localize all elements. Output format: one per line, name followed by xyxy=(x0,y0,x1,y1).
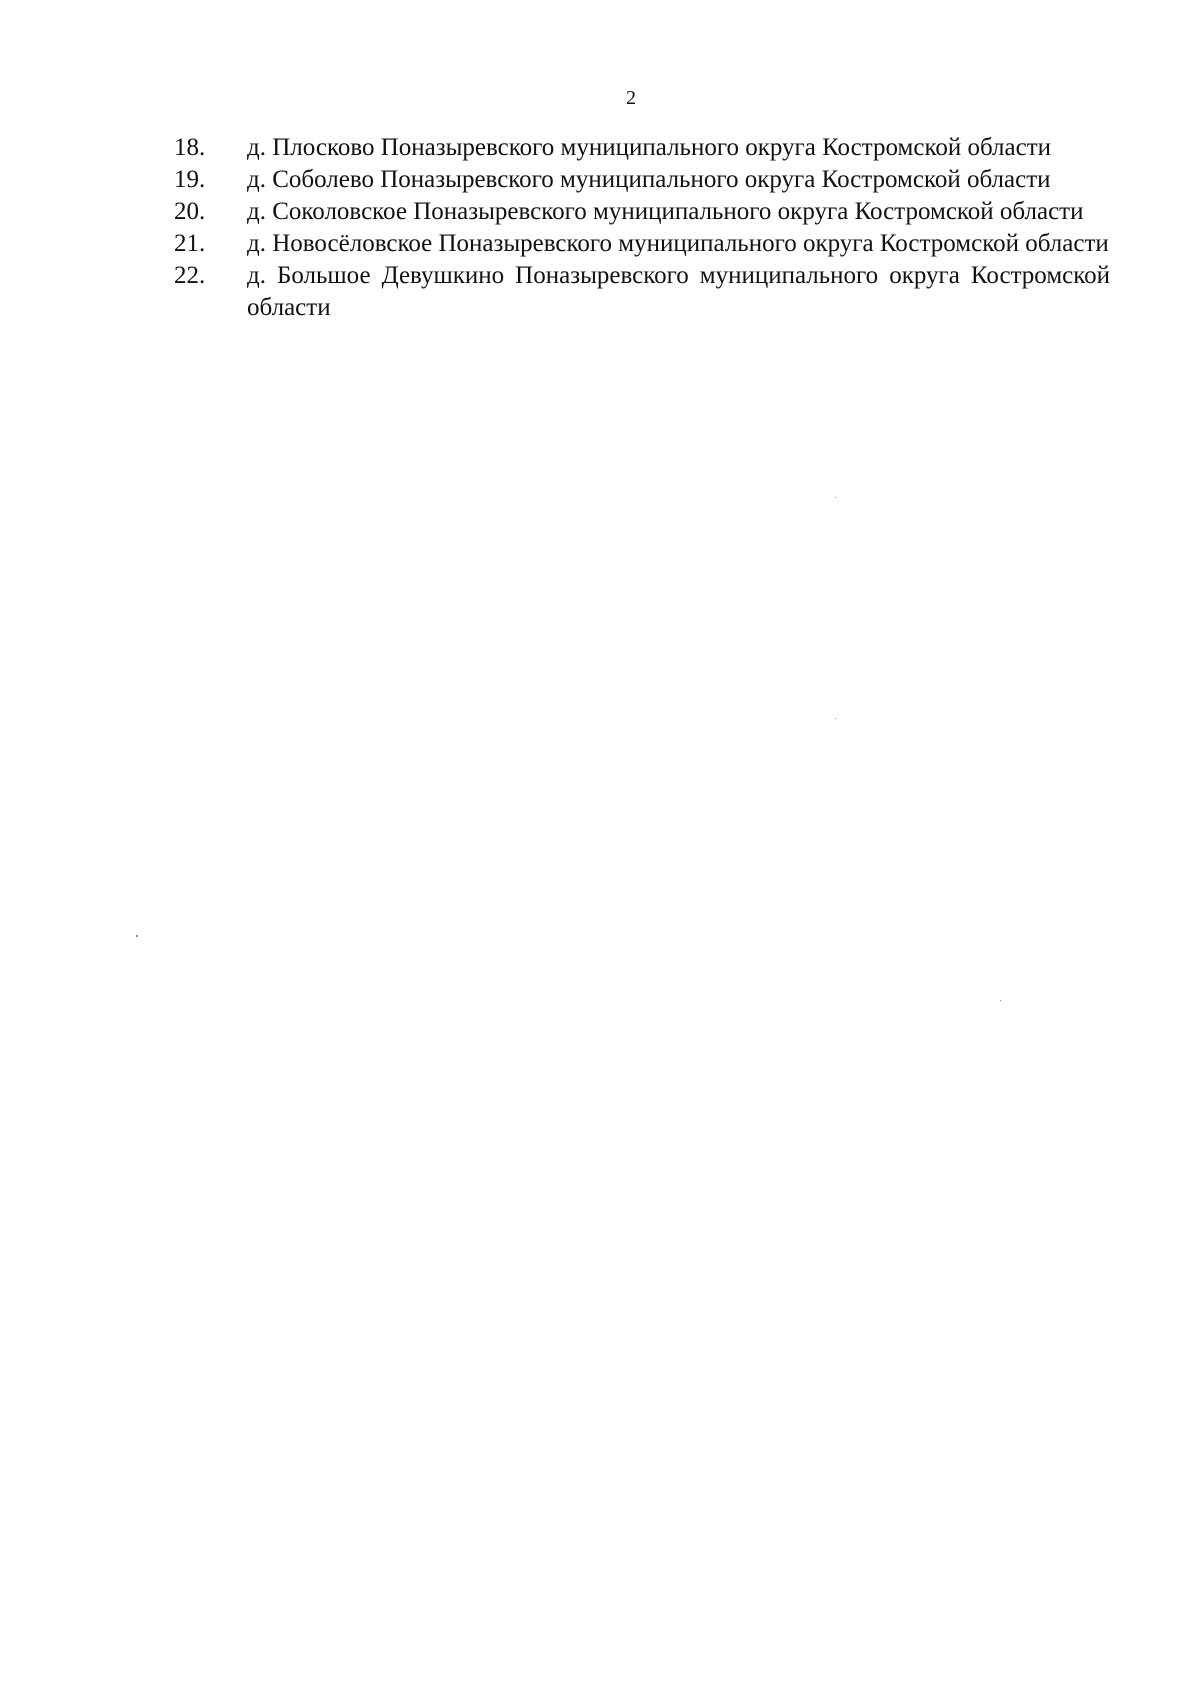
item-text: д. Соколовское Поназыревского муниципального округа Костромской области xyxy=(247,198,1084,225)
item-number: 20. xyxy=(174,198,206,225)
item-number: 22. xyxy=(174,262,206,289)
list-item xyxy=(174,228,1110,260)
scan-speck xyxy=(136,935,138,937)
settlement-list xyxy=(174,132,1110,324)
list-item xyxy=(174,132,1110,164)
item-text: д. Большое Девушкино Поназыревского муниципального округа Костромской области xyxy=(247,262,1110,321)
list-item xyxy=(174,164,1110,196)
item-number: 21. xyxy=(174,230,206,257)
item-text: д. Плосково Поназыревского муниципального округа Костромской области xyxy=(247,134,1052,161)
scan-speck xyxy=(835,497,836,498)
scan-speck xyxy=(1000,1000,1001,1001)
list-item xyxy=(174,260,1110,324)
item-text: д. Новосёловское Поназыревского муниципального округа Костромской области xyxy=(247,230,1109,257)
item-number: 18. xyxy=(174,134,206,161)
item-number: 19. xyxy=(174,166,206,193)
item-text: д. Соболево Поназыревского муниципального округа Костромской области xyxy=(247,166,1051,193)
scan-speck xyxy=(835,718,836,719)
page-number: 2 xyxy=(626,87,636,109)
list-item xyxy=(174,196,1110,228)
